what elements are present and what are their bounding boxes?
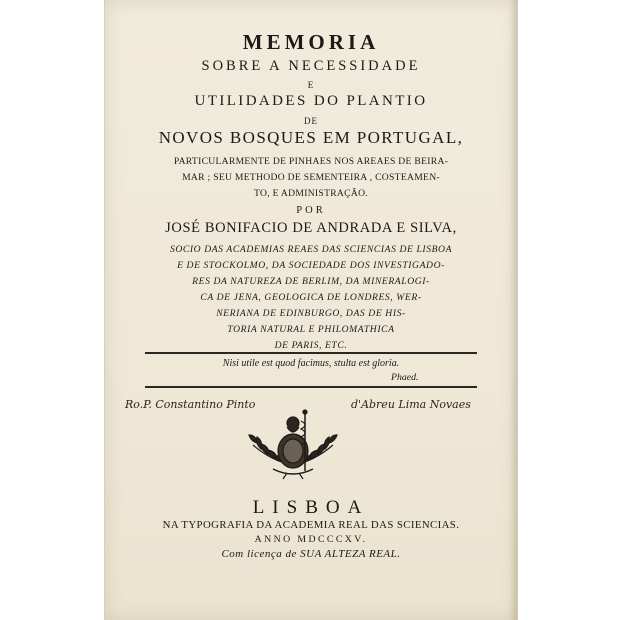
printer-device-emblem-icon <box>243 405 343 481</box>
affiliation-line: SOCIO DAS ACADEMIAS REAES DAS SCIENCIAS DE LISBOA <box>169 244 453 255</box>
epigraph-quote: Nisi utile est quod facimus, stulta est gloria. <box>222 358 400 369</box>
subtitle-line: MAR ; SEU METHODO DE SEMENTEIRA , COSTEAMEN- <box>182 172 440 183</box>
subtitle-line: PARTICULARMENTE DE PINHAES NOS AREAES DE BEIRA- <box>173 156 449 167</box>
title-conjunction-de: DE <box>304 116 318 126</box>
imprint-city: LISBOA <box>252 497 370 518</box>
subtitle-line: TO, E ADMINISTRAÇÃO. <box>253 188 369 199</box>
affiliation-line: DE PARIS, ETC. <box>274 340 348 351</box>
handwritten-inscription-right: d'Abreu Lima Novaes <box>351 398 471 411</box>
title-conjunction-e: E <box>307 80 315 90</box>
title-line-utilidades: UTILIDADES DO PLANTIO <box>194 93 428 109</box>
byline-por: POR <box>296 205 326 216</box>
affiliation-line: CA DE JENA, GEOLOGICA DE LONDRES, WER- <box>200 292 422 303</box>
imprint-year: ANNO MDCCCXV. <box>254 534 368 545</box>
handwritten-inscription-left: Ro.P. Constantino Pinto <box>125 398 256 411</box>
title-page <box>104 0 518 620</box>
imprint-license: Com licença de SUA ALTEZA REAL. <box>221 548 401 560</box>
epigraph-source: Phaed. <box>391 372 419 383</box>
imprint-press: NA TYPOGRAFIA DA ACADEMIA REAL DAS SCIENCIAS. <box>162 519 460 531</box>
bottom-rule <box>145 386 477 388</box>
top-rule <box>145 352 477 354</box>
author-name: JOSÉ BONIFACIO DE ANDRADA E SILVA, <box>165 220 457 236</box>
affiliation-line: RES DA NATUREZA DE BERLIM, DA MINERALOGI- <box>192 276 430 287</box>
page-edge-shadow <box>509 0 517 620</box>
affiliation-line: NERIANA DE EDINBURGO, DAS DE HIS- <box>216 308 406 319</box>
title-line-bosques: NOVOS BOSQUES EM PORTUGAL, <box>158 128 464 147</box>
title-line-memoria: MEMORIA <box>242 30 380 54</box>
affiliation-line: TORIA NATURAL E PHILOMATHICA <box>227 324 395 335</box>
affiliation-line: E DE STOCKOLMO, DA SOCIEDADE DOS INVESTIGADO- <box>177 260 445 271</box>
title-line-necessidade: SOBRE A NECESSIDADE <box>201 58 421 74</box>
